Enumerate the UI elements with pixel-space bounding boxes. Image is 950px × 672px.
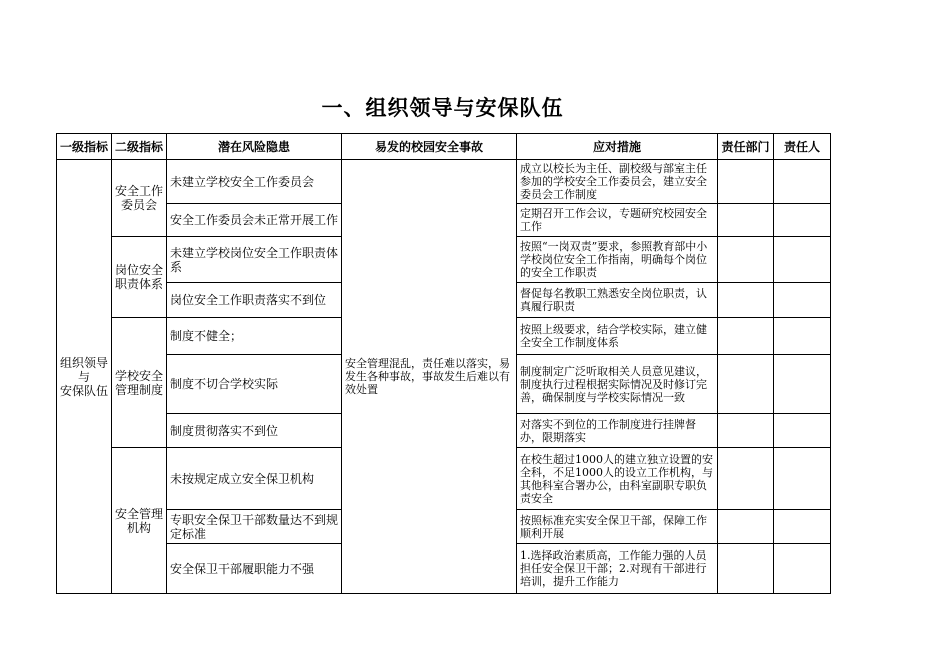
person-cell[interactable] <box>774 448 831 510</box>
person-cell[interactable] <box>774 355 831 414</box>
measure-cell: 按照标准充实安全保卫干部，保障工作顺利开展 <box>517 510 718 544</box>
risk-table <box>56 133 831 594</box>
page-title: 一、组织领导与安保队伍 <box>321 96 564 120</box>
header-row <box>57 134 831 160</box>
measure-cell: 按照上级要求，结合学校实际，建立健全安全工作制度体系 <box>517 318 718 355</box>
person-cell[interactable] <box>774 414 831 448</box>
person-cell[interactable] <box>774 283 831 318</box>
level2-cell: 学校安全 管理制度 <box>112 318 167 448</box>
department-cell[interactable] <box>718 510 774 544</box>
risk-cell: 制度不切合学校实际 <box>167 355 342 414</box>
person-cell[interactable] <box>774 237 831 283</box>
header-level2: 二级指标 <box>112 134 167 160</box>
measure-cell: 制度制定广泛听取相关人员意见建议，制度执行过程根据实际情况及时修订完善，确保制度与学校实际情况一致 <box>517 355 718 414</box>
measure-cell: 在校生超过1000人的建立独立设置的安全科，不足1000人的设立工作机构，与其他科室合署办公，由科室副职专职负责安全 <box>517 448 718 510</box>
level2-cell: 安全管理 机构 <box>112 448 167 594</box>
department-cell[interactable] <box>718 544 774 594</box>
measure-cell: 成立以校长为主任、副校级与部室主任参加的学校安全工作委员会，建立安全委员会工作制度 <box>517 160 718 204</box>
risk-cell: 专职安全保卫干部数量达不到规定标准 <box>167 510 342 544</box>
department-cell[interactable] <box>718 414 774 448</box>
person-cell[interactable] <box>774 544 831 594</box>
measure-cell: 督促每名教职工熟悉安全岗位职责，认真履行职责 <box>517 283 718 318</box>
department-cell[interactable] <box>718 318 774 355</box>
person-cell[interactable] <box>774 204 831 237</box>
department-cell[interactable] <box>718 283 774 318</box>
department-cell[interactable] <box>718 237 774 283</box>
header-risk: 潜在风险隐患 <box>167 134 342 160</box>
measure-cell: 对落实不到位的工作制度进行挂牌督办，限期落实 <box>517 414 718 448</box>
person-cell[interactable] <box>774 318 831 355</box>
department-cell[interactable] <box>718 160 774 204</box>
risk-cell: 未建立学校安全工作委员会 <box>167 160 342 204</box>
level2-cell: 安全工作 委员会 <box>112 160 167 237</box>
risk-cell: 制度不健全； <box>167 318 342 355</box>
person-cell[interactable] <box>774 510 831 544</box>
header-level1: 一级指标 <box>57 134 112 160</box>
measure-cell: 按照“一岗双责”要求，参照教育部中小学校岗位安全工作指南，明确每个岗位的安全工作职责 <box>517 237 718 283</box>
department-cell[interactable] <box>718 448 774 510</box>
measure-cell: 定期召开工作会议，专题研究校园安全工作 <box>517 204 718 237</box>
department-cell[interactable] <box>718 355 774 414</box>
header-department: 责任部门 <box>718 134 774 160</box>
person-cell[interactable] <box>774 160 831 204</box>
risk-cell: 岗位安全工作职责落实不到位 <box>167 283 342 318</box>
header-person: 责任人 <box>774 134 831 160</box>
risk-cell: 未建立学校岗位安全工作职责体系 <box>167 237 342 283</box>
risk-cell: 未按规定成立安全保卫机构 <box>167 448 342 510</box>
level2-cell: 岗位安全 职责体系 <box>112 237 167 318</box>
header-measure: 应对措施 <box>517 134 718 160</box>
risk-cell: 制度贯彻落实不到位 <box>167 414 342 448</box>
department-cell[interactable] <box>718 204 774 237</box>
header-accident: 易发的校园安全事故 <box>342 134 517 160</box>
risk-cell: 安全工作委员会未正常开展工作 <box>167 204 342 237</box>
table-row <box>57 160 831 204</box>
risk-cell: 安全保卫干部履职能力不强 <box>167 544 342 594</box>
accident-cell: 安全管理混乱，责任难以落实，易发生各种事故，事故发生后难以有效处置 <box>342 160 517 594</box>
measure-cell: 1.选择政治素质高，工作能力强的人员担任安全保卫干部；2.对现有干部进行培训，提升工作能力 <box>517 544 718 594</box>
level1-cell: 组织领导 与 安保队伍 <box>57 160 112 594</box>
